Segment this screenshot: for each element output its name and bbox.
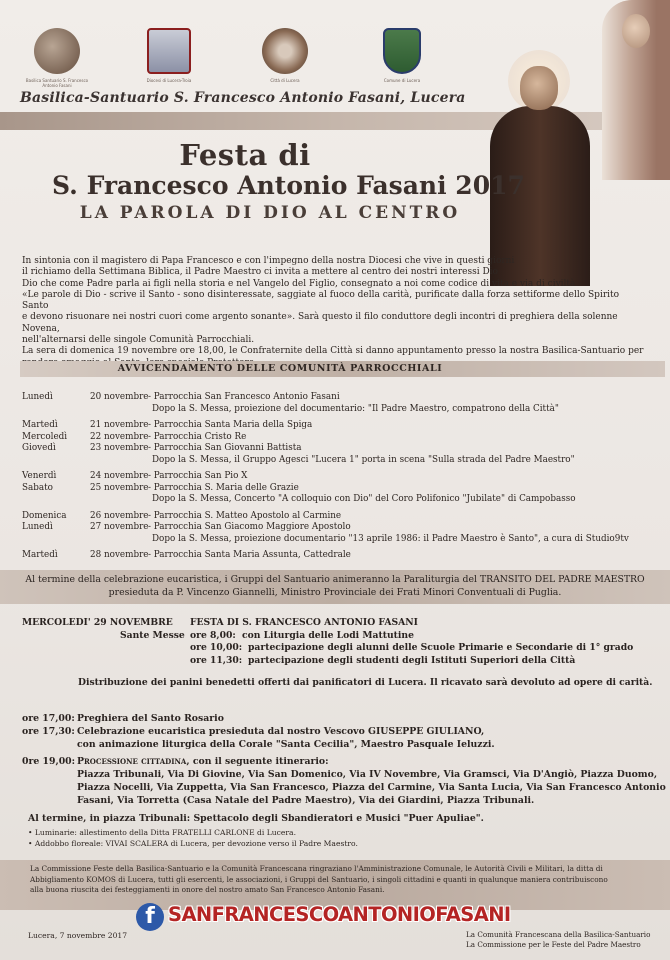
thanks-line: Abbigliamento KOMOS di Lucera, tutti gli esercenti, le associazioni, i Gruppi del Santuario, i singoli cittadini e quanti in qualunque maniera contribuiscono [30,874,608,884]
comune-shield-icon [383,28,421,74]
logo-basilica [25,28,89,88]
basilica-name: Basilica-Santuario S. Francesco Antonio Fasani, Lucera [20,90,466,106]
masses-label: Sante Messe [120,629,185,641]
itinerary-text: Fasani, Via Torretta (Casa Natale del Padre Maestro), Via dei Giardini, Piazza Tribunali. [77,795,535,806]
thanks-line: alla buona riuscita dei festeggiamenti in onore del nostro amato San Francesco Antonio Fasani. [30,885,385,894]
panini-note: Distribuzione dei panini benedetti offerti dai panificatori di Lucera. Il ricavato sarà devoluto ad opere di carità. [78,677,653,688]
schedule-row [22,550,662,562]
program-text: con animazione liturgica della Corale "Santa Cecilia", Maestro Pasquale Ieluzzi. [77,739,495,750]
issue-date: Lucera, 7 novembre 2017 [28,931,128,940]
schedule-list [22,392,662,562]
procession-intro: , con il seguente itinerario: [186,756,329,767]
schedule-day: Domenica [22,510,67,521]
signature-line: La Commissione per le Feste del Padre Maestro [466,939,641,949]
schedule-parish: - Parrocchia S. Maria delle Grazie [148,482,299,493]
intro-line: La sera di domenica 19 novembre ore 18,00, le Confraternite della Città si danno appuntamento presso la nostra Basilica-Santuario per [22,346,644,357]
feast-day-section [22,617,662,667]
feast-title: FESTA DI S. FRANCESCO ANTONIO FASANI [190,617,418,628]
program-time: ore 17,30: [22,726,75,737]
schedule-day: Giovedì [22,443,56,453]
intro-line: In sintonia con il magistero di Papa Francesco e con l'impegno della nostra Diocesi che vive in questi giorni [22,256,515,266]
schedule-date: 22 novembre [90,431,149,442]
intro-line: Dio che come Padre parla ai figli nella storia e nel Vangelo del Figlio, consegnato a noi come codice di vita e via di civiltà. [22,278,579,289]
schedule-parish: - Parrocchia Santa Maria della Spiga [148,420,313,430]
schedule-date: 23 novembre [90,443,149,453]
schedule-note-row [22,534,662,546]
schedule-date: 25 novembre [90,482,149,493]
intro-text [22,256,647,369]
schedule-row [22,511,662,523]
procession-label: Processione cittadina [77,756,187,767]
logo-comune [370,28,434,83]
mass-text: partecipazione degli studenti degli Istituti Superiori della Città [248,654,576,666]
transito-text [0,573,670,599]
logo-caption: Diocesi di Lucera-Troia [146,78,192,83]
poster-subtitle: LA PAROLA DI DIO AL CENTRO [79,203,461,223]
diocese-coat-of-arms-icon [147,28,191,74]
logo-city [253,28,317,83]
itinerary-line [22,768,662,781]
schedule-parish: - Parrocchia S. Matteo Apostolo al Carmine [148,510,342,521]
program-row [22,712,662,725]
madonna-image [592,0,670,180]
schedule-row [22,443,662,455]
schedule-parish: - Parrocchia San Francesco Antonio Fasani [148,392,340,402]
schedule-day: Lunedì [22,522,53,532]
mass-time: ore 8,00: [190,629,236,641]
program-time: ore 17,00: [22,713,75,724]
procession-row [22,755,662,768]
schedule-date: 26 novembre [90,510,149,521]
feast-date: MERCOLEDI' 29 NOVEMBRE [22,617,173,628]
schedule-day: Venerdì [22,471,57,481]
schedule-day: Mercoledì [22,431,68,442]
mass-text: partecipazione degli alunni delle Scuole Primarie e Secondarie di 1° grado [248,642,634,653]
schedule-parish: - Parrocchia San Giovanni Battista [148,443,302,453]
program-time: 0re 19,00: [22,756,76,767]
schedule-note-row [22,494,662,506]
mass-time: ore 11,30: [190,654,243,666]
sponsor-note: • Luminarie: allestimento della Ditta FRATELLI CARLONE di Lucera. [28,828,296,837]
schedule-row [22,483,662,495]
schedule-day: Martedì [22,420,58,430]
schedule-row [22,471,662,483]
facebook-page-link[interactable]: SANFRANCESCOANTONIOFASANI [168,903,511,926]
schedule-note: Dopo la S. Messa, proiezione del documentario: "Il Padre Maestro, compatrono della Città" [152,403,559,414]
schedule-title: AVVICENDAMENTO DELLE COMUNITÀ PARROCCHIALI [117,363,443,374]
thanks-line: La Commissione Feste della Basilica-Santuario e la Comunità Francescana ringraziano l'Amministrazione Comunale, le Autorità Civili e Militari, la ditta di [30,864,603,873]
mass-row [22,630,662,643]
thanks-text [30,864,650,896]
logo-caption: Comune di Lucera [383,78,421,83]
signature-line: La Comunità Francescana della Basilica-Santuario [466,930,651,939]
itinerary-line [22,781,666,794]
intro-line: «Le parole di Dio - scrive il Santo - sono disinteressate, saggiate al fuoco della carità, purificate dalla forza settiforme dello Spirito Santo [22,289,620,312]
signatures [466,930,650,949]
itinerary-text: Piazza Tribunali, Via Di Giovine, Via San Domenico, Via IV Novembre, Via Gramsci, Via D'Angiò, Piazza Duomo, [77,769,658,780]
itinerary-line [22,794,662,807]
transito-line: Al termine della celebrazione eucaristica, i Gruppi del Santuario animeranno la Paraliturgia del TRANSITO DEL PADRE MAESTRO [25,574,645,585]
city-emblem-icon [262,28,308,74]
intro-line: nell'alternarsi delle singole Comunità Parrocchiali. [22,335,255,346]
schedule-day: Martedì [22,550,58,560]
evening-program [22,712,666,807]
schedule-row [22,420,662,432]
schedule-note: Dopo la S. Messa, proiezione documentario "13 aprile 1986: il Padre Maestro è Santo", a cura di Studio9tv [152,533,629,544]
logo-diocese [137,28,201,83]
schedule-row [22,392,662,404]
schedule-parish: - Parrocchia Cristo Re [148,431,247,442]
mass-row [22,655,662,668]
program-text: Celebrazione eucaristica presieduta dal nostro Vescovo GIUSEPPE GIULIANO, [77,726,485,737]
schedule-row [22,522,662,534]
schedule-row [22,432,662,444]
logo-row [25,28,445,88]
schedule-parish: - Parrocchia San Giacomo Maggiore Apostolo [148,522,351,532]
schedule-date: 24 novembre [90,471,149,481]
schedule-note: Dopo la S. Messa, il Gruppo Agesci "Lucera 1" porta in scena "Sulla strada del Padre Maestro" [152,454,575,465]
facebook-icon[interactable]: f [136,903,164,931]
schedule-note-row [22,404,662,416]
basilica-seal-icon [34,28,80,74]
schedule-parish: - Parrocchia Santa Maria Assunta, Cattedrale [148,550,351,560]
mass-time: ore 10,00: [190,642,243,653]
schedule-day: Lunedì [22,392,53,402]
schedule-note-row [22,455,662,467]
sponsor-note: • Addobbo floreale: VIVAI SCALERA di Lucera, per devozione verso il Padre Maestro. [28,839,358,848]
schedule-date: 20 novembre [90,392,149,402]
sponsor-notes [28,827,358,849]
itinerary-text: Piazza Nocelli, Via Zuppetta, Via San Francesco, Piazza del Carmine, Via Santa Lucia, Via San Francesco Antonio [77,782,666,793]
schedule-date: 28 novembre [90,550,149,560]
poster-title-saint: S. Francesco Antonio Fasani 2017 [52,171,525,200]
intro-line: e devono risuonare nei nostri cuori come argento sonante». Sarà questo il filo conduttore degli incontri di preghiera della solenne Novena, [22,312,618,334]
schedule-date: 21 novembre [90,420,149,430]
schedule-day: Sabato [22,482,53,493]
schedule-note: Dopo la S. Messa, Concerto "A colloquio con Dio" del Coro Polifonico "Jubilate" di Campobasso [152,494,576,504]
poster-title: Festa di [179,138,311,172]
logo-caption: Basilica Santuario S. Francesco Antonio Fasani [25,78,89,88]
feast-heading [22,617,662,630]
logo-caption: Città di Lucera [270,78,300,83]
mass-text: con Liturgia delle Lodi Mattutine [242,629,414,641]
schedule-date: 27 novembre [90,522,149,532]
program-row [22,725,662,738]
saint-portrait-image [490,40,590,280]
show-announcement: Al termine, in piazza Tribunali: Spettacolo degli Sbandieratori e Musici "Puer Apuliae". [28,813,484,824]
schedule-parish: - Parrocchia San Pio X [148,471,248,481]
transito-line: presieduta da P. Vincenzo Giannelli, Ministro Provinciale dei Frati Minori Conventuali di Puglia. [108,587,562,598]
program-text: Preghiera del Santo Rosario [77,713,224,724]
intro-line: il richiamo della Settimana Biblica, il Padre Maestro ci invita a mettere al centro dei nostri interessi Dio [22,267,498,278]
program-row [22,738,662,751]
mass-row [22,642,662,655]
